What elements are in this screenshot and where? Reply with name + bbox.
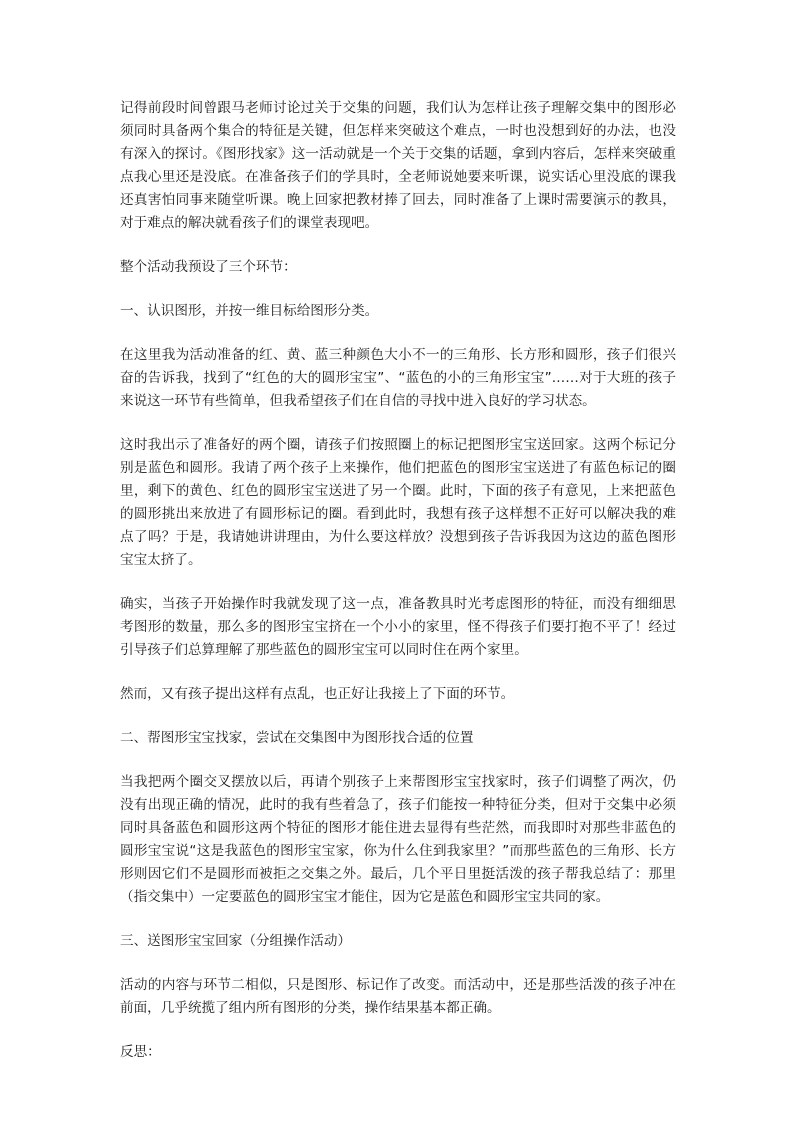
section-three-heading: 三、送图形宝宝回家（分组操作活动） bbox=[120, 933, 352, 949]
overview-heading: 整个活动我预设了三个环节： bbox=[120, 259, 297, 275]
section-one-paragraph-1: 在这里我为活动准备的红、黄、蓝三种颜色大小不一的三角形、长方形和圆形，孩子们很兴奋的告诉我，找到了“红色的大的圆形宝宝”、“蓝色的小的三角形宝宝”……对于大班的孩子来说这一环节有些简单，但我希望孩子们在自信的寻找中进入良好的学习状态。 bbox=[120, 347, 676, 409]
section-one-paragraph-4: 然而，又有孩子提出这样有点乱，也正好让我接上了下面的环节。 bbox=[120, 686, 515, 702]
section-three-paragraph: 活动的内容与环节二相似，只是图形、标记作了改变。而活动中，还是那些活泼的孩子冲在前面，几乎统揽了组内所有图形的分类，操作结果基本都正确。 bbox=[120, 977, 676, 1016]
section-one-paragraph-2: 这时我出示了准备好的两个圈，请孩子们按照圈上的标记把图形宝宝送回家。这两个标记分别是蓝色和圆形。我请了两个孩子上来操作，他们把蓝色的图形宝宝送进了有蓝色标记的圈里，剩下的黄色、红色的圆形宝宝送进了另一个圈。此时，下面的孩子有意见，上来把蓝色的圆形挑出来放进了有圆形标记的圈。看到此时，我想有孩子这样想不正好可以解决我的难点了吗？于是，我请她讲讲理由，为什么要这样放？没想到孩子告诉我因为这边的蓝色图形宝宝太挤了。 bbox=[120, 437, 676, 568]
document-body bbox=[120, 97, 676, 1085]
section-two-heading: 二、帮图形宝宝找家，尝试在交集图中为图形找合适的位置 bbox=[120, 730, 474, 746]
section-one-paragraph-3: 确实，当孩子开始操作时我就发现了这一点，准备教具时光考虑图形的特征，而没有细细思考图形的数量，那么多的图形宝宝挤在一个小小的家里，怪不得孩子们要打抱不平了！经过引导孩子们总算理解了那些蓝色的圆形宝宝可以同时住在两个家里。 bbox=[120, 596, 676, 658]
section-two-paragraph: 当我把两个圈交叉摆放以后，再请个别孩子上来帮图形宝宝找家时，孩子们调整了两次，仍没有出现正确的情况，此时的我有些着急了，孩子们能按一种特征分类，但对于交集中必须同时具备蓝色和圆形这两个特征的图形才能住进去显得有些茫然，而我即时对那些非蓝色的圆形宝宝说“这是我蓝色的图形宝宝家，你为什么住到我家里？”而那些蓝色的三角形、长方形则因它们不是圆形而被拒之交集之外。最后，几个平日里挺活泼的孩子帮我总结了：那里（指交集中）一定要蓝色的圆形宝宝才能住，因为它是蓝色和圆形宝宝共同的家。 bbox=[120, 774, 676, 905]
reflection-heading: 反思： bbox=[120, 1044, 161, 1060]
intro-paragraph: 记得前段时间曾跟马老师讨论过关于交集的问题，我们认为怎样让孩子理解交集中的图形必须同时具备两个集合的特征是关键，但怎样来突破这个难点，一时也没想到好的办法，也没有深入的探讨。《图形找家》这一活动就是一个关于交集的话题，拿到内容后，怎样来突破重点我心里还是没底。在准备孩子们的学具时，全老师说她要来听课，说实话心里没底的课我还真害怕同事来随堂听课。晚上回家把教材捧了回去，同时准备了上课时需要演示的教具，对于难点的解决就看孩子们的课堂表现吧。 bbox=[120, 100, 676, 231]
section-one-heading: 一、认识图形，并按一维目标给图形分类。 bbox=[120, 303, 379, 319]
